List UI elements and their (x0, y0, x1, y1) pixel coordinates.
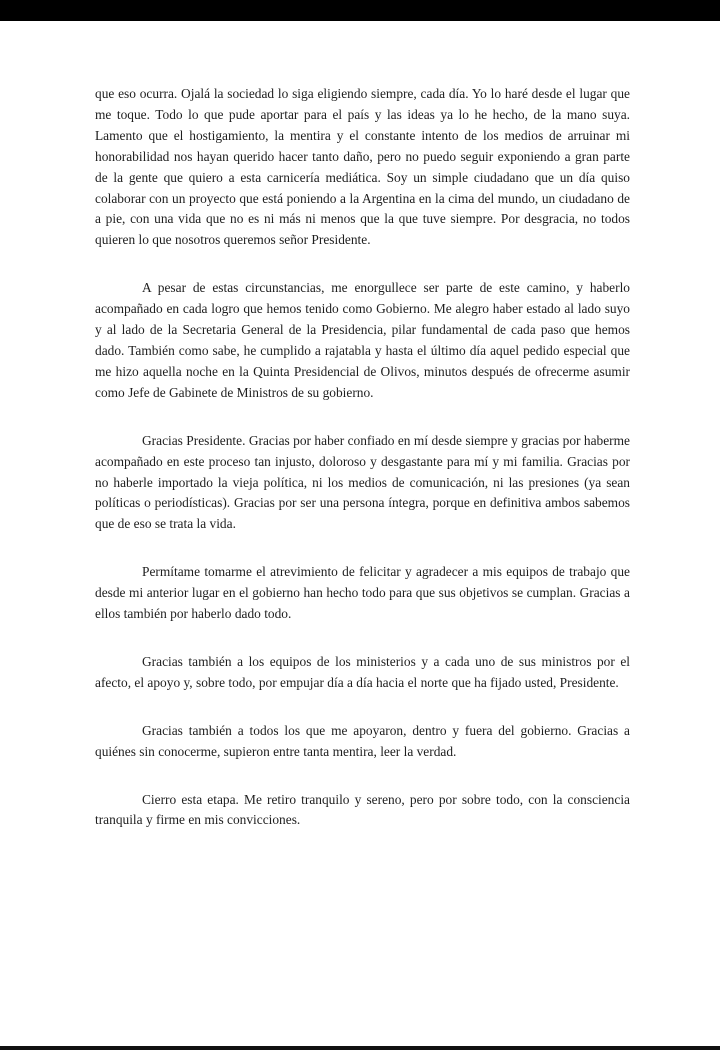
paragraph-5: Gracias también a los equipos de los ministerios y a cada uno de sus ministros por el afecto, el apoyo y, sobre todo, por empujar día a día hacia el norte que ha fijado usted, Presidente. (95, 653, 630, 690)
top-status-bar (0, 0, 720, 21)
paragraph-7: Cierro esta etapa. Me retiro tranquilo y sereno, pero por sobre todo, con la consciencia tranquila y firme en mis convicciones. (95, 791, 630, 828)
paragraph-3: Gracias Presidente. Gracias por haber confiado en mí desde siempre y gracias por haberme acompañado en este proceso tan injusto, doloroso y desgastante para mí y mi familia. Gracias por no haberle importado la vieja política, ni los medios de comunicación, ni las presiones (ya sean políticas o periodísticas). Gracias por ser una persona íntegra, porque en definitiva ambos sabemos que de eso se trata la vida. (95, 432, 630, 532)
paragraph-2: A pesar de estas circunstancias, me enorgullece ser parte de este camino, y haberlo acompañado en cada logro que hemos tenido como Gobierno. Me alegro haber estado al lado suyo y al lado de la Secretaria General de la Presidencia, pilar fundamental de cada paso que hemos dado. También como sabe, he cumplido a rajatabla y hasta el último día aquel pedido especial que me hizo aquella noche en la Quinta Presidencial de Olivos, minutos después de ofrecerme asumir como Jefe de Gabinete de Ministros de su gobierno. (95, 280, 630, 400)
document-page (95, 84, 630, 831)
paragraph-6: Gracias también a todos los que me apoyaron, dentro y fuera del gobierno. Gracias a quiénes sin conocerme, supieron entre tanta mentira, leer la verdad. (95, 722, 630, 759)
bottom-border (0, 1046, 720, 1050)
paragraph-1: que eso ocurra. Ojalá la sociedad lo siga eligiendo siempre, cada día. Yo lo haré desde el lugar que me toque. Todo lo que pude aportar para el país y las ideas ya lo he hecho, de la mano suya. Lamento que el hostigamiento, la mentira y el constante intento de los medios de arruinar mi honorabilidad nos hayan querido hacer tanto daño, pero no puedo seguir exponiendo a gran parte de la gente que quiero a esta carnicería mediática. Soy un simple ciudadano que un día quiso colaborar con un proyecto que está poniendo a la Argentina en la cima del mundo, un ciudadano de a pie, con una vida que no es ni más ni menos que la que tuve siempre. Por desgracia, no todos quieren lo que nosotros queremos señor Presidente. (95, 86, 630, 248)
paragraph-4: Permítame tomarme el atrevimiento de felicitar y agradecer a mis equipos de trabajo que desde mi anterior lugar en el gobierno han hecho todo para que sus objetivos se cumplan. Gracias a ellos también por haberlo dado todo. (95, 564, 630, 622)
